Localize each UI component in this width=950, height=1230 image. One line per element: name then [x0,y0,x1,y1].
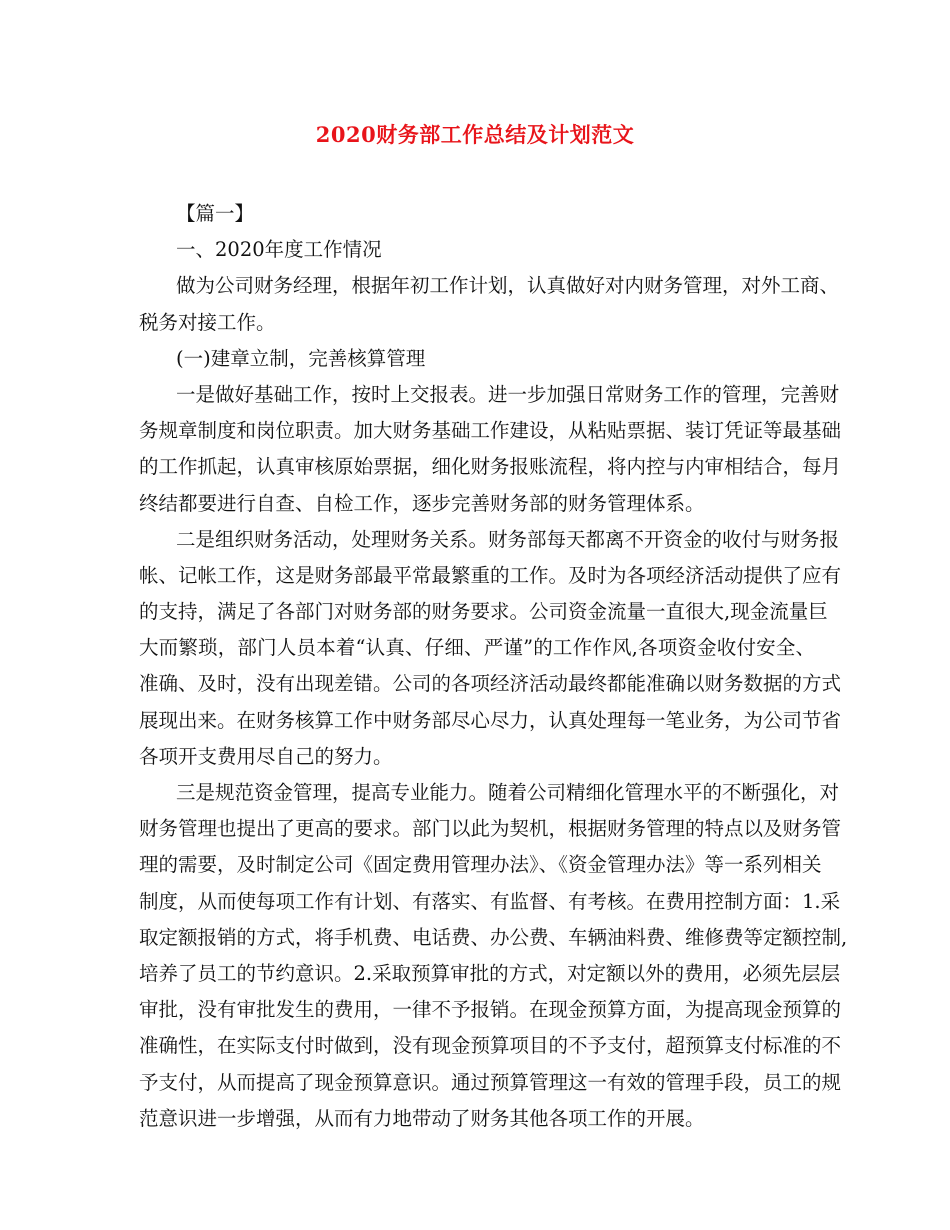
paragraph-line: 予支付，从而提高了现金预算意识。通过预算管理这一有效的管理手段，员工的规 [139,1070,842,1094]
section-heading: 【篇一】 [176,202,255,225]
paragraph-line: 取定额报销的方式，将手机费、电话费、办公费、车辆油料费、维修费等定额控制, [139,925,848,949]
paragraph-line: 准确性，在实际支付时做到，没有现金预算项目的不予支付，超预算支付标准的不 [139,1034,842,1058]
paragraph-line: 准确、及时，没有出现差错。公司的各项经济活动最终都能准确以财务数据的方式 [139,672,842,696]
subsection-heading: 一、2020年度工作情况 [176,238,382,262]
document-body [139,196,848,1137]
document-title: 2020财务部工作总结及计划范文 [315,122,635,147]
paragraph-line: 审批，没有审批发生的费用，一律不予报销。在现金预算方面，为提高现金预算的 [139,998,842,1022]
paragraph-line: 的支持，满足了各部门对财务部的财务要求。公司资金流量一直很大,现金流量巨 [139,600,828,624]
paragraph-line: 三是规范资金管理，提高专业能力。随着公司精细化管理水平的不断强化，对 [176,781,840,804]
paragraph-line: 务规章制度和岗位职责。加大财务基础工作建设，从粘贴票据、装订凭证等最基础 [139,419,842,443]
subsection-heading: (一)建章立制，完善核算管理 [176,346,426,370]
paragraph-line: 二是组织财务活动，处理财务关系。财务部每天都离不开资金的收付与财务报 [176,527,840,551]
paragraph-line: 的工作抓起，认真审核原始票据，细化财务报账流程，将内控与内审相结合，每月 [139,455,842,479]
paragraph-line: 各项开支费用尽自己的努力。 [139,744,393,768]
paragraph-line: 培养了员工的节约意识。2.采取预算审批的方式，对定额以外的费用，必须先层层 [139,961,841,985]
paragraph-line: 帐、记帐工作，这是财务部最平常最繁重的工作。及时为各项经济活动提供了应有 [139,563,842,587]
paragraph-line: 一是做好基础工作，按时上交报表。进一步加强日常财务工作的管理，完善财 [176,382,840,406]
paragraph-line: 税务对接工作。 [139,310,276,334]
paragraph-line: 做为公司财务经理，根据年初工作计划，认真做好对内财务管理，对外工商、 [176,274,840,298]
paragraph-line: 财务管理也提出了更高的要求。部门以此为契机，根据财务管理的特点以及财务管 [139,817,842,841]
paragraph-line: 展现出来。在财务核算工作中财务部尽心尽力，认真处理每一笔业务，为公司节省 [139,708,842,732]
paragraph-line: 大而繁琐，部门人员本着“认真、仔细、严谨”的工作作风,各项资金收付安全、 [139,636,815,660]
paragraph-line: 范意识进一步增强，从而有力地带动了财务其他各项工作的开展。 [139,1106,705,1130]
paragraph-line: 理的需要，及时制定公司《固定费用管理办法》、《资金管理办法》等一系列相关 [139,853,822,877]
paragraph-line: 制度，从而使每项工作有计划、有落实、有监督、有考核。在费用控制方面：1.采 [139,889,841,913]
paragraph-line: 终结都要进行自查、自检工作，逐步完善财务部的财务管理体系。 [139,491,705,515]
